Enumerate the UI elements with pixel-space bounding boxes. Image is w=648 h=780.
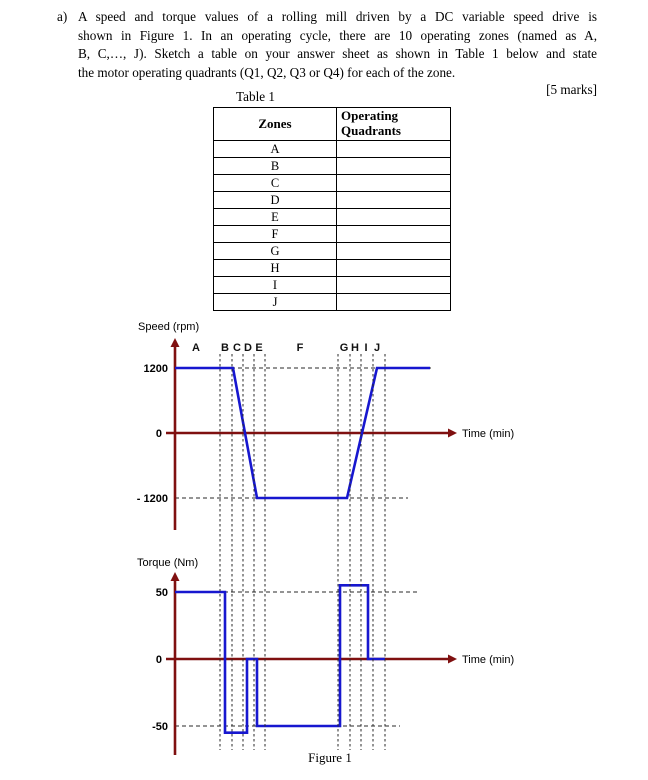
table-title: Table 1 bbox=[236, 89, 275, 104]
quadrant-cell bbox=[337, 294, 451, 311]
zone-cell: B bbox=[214, 158, 337, 175]
question-line: the motor operating quadrants (Q1, Q2, Q3 or Q4) for each of the zone. bbox=[78, 64, 456, 80]
zone-label: A bbox=[192, 342, 200, 354]
zone-cell: J bbox=[214, 294, 337, 311]
y-tick-label: 0 bbox=[155, 428, 162, 440]
zone-cell: F bbox=[214, 226, 337, 243]
question-line: B, C,…, J). Sketch a table on your answer sheet as shown in Table 1 below and state bbox=[78, 46, 597, 62]
zone-cell: D bbox=[214, 192, 337, 209]
table-row bbox=[214, 192, 451, 209]
table-row bbox=[214, 260, 451, 277]
table-row bbox=[214, 141, 451, 158]
zone-label: E bbox=[255, 342, 263, 354]
quadrant-cell bbox=[337, 158, 451, 175]
quadrant-cell bbox=[337, 226, 451, 243]
figure-caption: Figure 1 bbox=[308, 750, 352, 765]
column-header-zones: Zones bbox=[214, 108, 337, 141]
zone-label: B bbox=[221, 342, 229, 354]
time-axis-label: Time (min) bbox=[462, 428, 515, 440]
table-row bbox=[214, 294, 451, 311]
speed-axis-title: Speed (rpm) bbox=[138, 321, 200, 333]
zone-cell: G bbox=[214, 243, 337, 260]
zone-cell: C bbox=[214, 175, 337, 192]
y-axis-arrow-icon bbox=[171, 338, 180, 347]
quadrant-cell bbox=[337, 175, 451, 192]
x-axis-arrow-icon bbox=[448, 655, 457, 664]
quadrant-cell bbox=[337, 260, 451, 277]
y-axis-arrow-icon bbox=[171, 572, 180, 581]
question-block bbox=[57, 8, 597, 82]
zone-label: H bbox=[351, 342, 359, 354]
zone-label: J bbox=[373, 342, 381, 354]
table-row bbox=[214, 175, 451, 192]
y-tick-label: 1200 bbox=[143, 363, 168, 375]
quadrant-cell bbox=[337, 277, 451, 294]
time-axis-label: Time (min) bbox=[462, 654, 515, 666]
question-line: A speed and torque values of a rolling mill driven by a DC variable speed drive is bbox=[78, 9, 597, 24]
question-item-label: a) bbox=[57, 9, 68, 24]
table-header-row bbox=[214, 108, 451, 141]
zone-label: I bbox=[364, 342, 368, 354]
quadrant-cell bbox=[337, 141, 451, 158]
y-tick-label: -50 bbox=[152, 721, 168, 733]
column-header-operating-quadrants: Operating Quadrants bbox=[337, 108, 451, 141]
table-row bbox=[214, 226, 451, 243]
zone-label: D bbox=[244, 342, 252, 354]
quadrant-cell bbox=[337, 192, 451, 209]
zone-label: C bbox=[233, 342, 241, 354]
zone-label: G bbox=[339, 342, 349, 354]
zone-cell: E bbox=[214, 209, 337, 226]
marks-label: [5 marks] bbox=[546, 82, 597, 97]
table-row bbox=[214, 277, 451, 294]
question-text bbox=[78, 8, 597, 82]
zone-label: F bbox=[296, 342, 304, 354]
zone-cell: I bbox=[214, 277, 337, 294]
quadrant-cell bbox=[337, 209, 451, 226]
x-axis-arrow-icon bbox=[448, 429, 457, 438]
y-tick-label: 0 bbox=[155, 654, 162, 666]
question-line: shown in Figure 1. In an operating cycle, there are 10 operating zones (named as A, bbox=[78, 27, 597, 43]
torque-curve bbox=[175, 585, 385, 732]
y-tick-label: 50 bbox=[155, 587, 168, 599]
zone-cell: A bbox=[214, 141, 337, 158]
table-row bbox=[214, 243, 451, 260]
speed-curve bbox=[175, 368, 430, 498]
zones-table bbox=[213, 107, 451, 311]
quadrant-cell bbox=[337, 243, 451, 260]
zone-cell: H bbox=[214, 260, 337, 277]
y-tick-label: - 1200 bbox=[136, 493, 168, 505]
table-row bbox=[214, 209, 451, 226]
torque-axis-title: Torque (Nm) bbox=[137, 557, 199, 569]
table-row bbox=[214, 158, 451, 175]
